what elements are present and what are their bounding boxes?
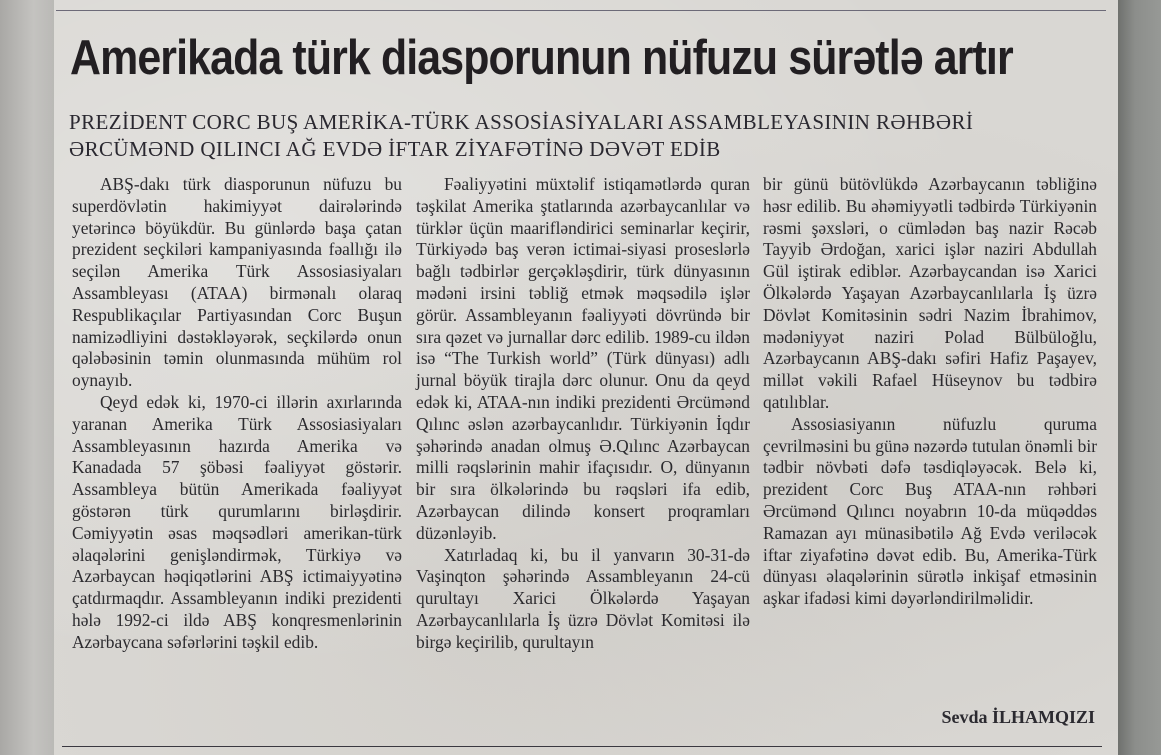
author-byline: Sevda İLHAMQIZI	[941, 707, 1095, 727]
paragraph: Qeyd edək ki, 1970-ci illərin axırlarında yaranan Amerika Türk Assosiasiyaları Assambleyasının hazırda Amerika və Kanadada 57 şöbəsi fəaliyyət göstərir. Assambleya bütün Amerikada fəaliyyət göstərən türk qurumlarını birləşdirir. Cəmiyyətin əsas məqsədləri amerikan-türk əlaqələrini genişləndirmək, Türkiyə və Azərbaycan həqiqətlərini ABŞ ictimaiyyətinə çatdırmaqdır. Assambleyanın indiki prezidenti hələ 1992-ci ildə ABŞ konqresmenlərinin Azərbaycana səfərlərini təşkil edib.	[72, 391, 402, 652]
subhead-line: ƏRCÜMƏND QILINCI AĞ EVDƏ İFTAR ZİYAFƏTİNƏ DƏVƏT EDİB	[69, 137, 721, 161]
scan-right-margin	[1118, 0, 1161, 755]
paragraph: ABŞ-dakı türk diasporunun nüfuzu bu superdövlətin hakimiyyət dairələrində yetərincə böyükdür. Bu günlərdə başa çatan prezident seçkiləri kampaniyasında fəallığı ilə seçilən Amerika Türk Assosiasiyaları Assambleyası (ATAA) birmənalı olaraq Respublikaçılar Partiyasından Corc Buşun namizədliyini dəstəkləyərək, seçkilərdə onun qələbəsinin təmin olunmasında mühüm rol oynayıb.	[72, 174, 402, 391]
bottom-rule-divider	[62, 746, 1102, 747]
article-headline: Amerikada türk diasporunun nüfuzu sürətlə artır	[70, 31, 1013, 85]
paragraph: Fəaliyyətini müxtəlif istiqamətlərdə quran təşkilat Amerika ştatlarında azərbaycanlılar və türklər üçün maarifləndirici seminarlar keçirir, Türkiyədə baş verən ictimai-siyasi proseslərlə bağlı tədbirlər gerçəkləşdirir, türk dünyasının mədəni irsini təbliğ etmək məqsədilə işlər görür. Assambleyanın fəaliyyəti dövründə bir sıra qəzet və jurnallar dərc edilib. 1989-cu ildən isə “The Turkish world” (Türk dünyası) adlı jurnal böyük tirajla dərc olunur. Onu da qeyd edək ki, ATAA-nın indiki prezidenti Ərcümənd Qılınc əslən azərbaycanlıdır. Türkiyənin İqdır şəhərində anadan olmuş Ə.Qılınc Azərbaycan milli rəqslərinin mahir ifaçısıdır. O, dünyanın bir sıra ölkələrində bu rəqsləri ifa edib, Azərbaycan dilində konsert proqramları düzənləyib.	[416, 174, 750, 543]
article-column-1	[72, 174, 402, 654]
paragraph: bir günü bütövlükdə Azərbaycanın təbliğinə həsr edilib. Bu əhəmiyyətli tədbirdə Türkiyənin rəsmi şəxsləri, o cümlədən baş nazir Rəcəb Tayyib Ərdoğan, xarici işlər naziri Abdullah Gül iştirak ediblər. Azərbaycandan isə Xarici Ölkələrdə Yaşayan Azərbaycanlılarla İş üzrə Dövlət Komitəsinin sədri Nazim İbrahimov, mədəniyyət naziri Polad Bülbüloğlu, Azərbaycanın ABŞ-dakı səfiri Hafiz Paşayev, millət vəkili Rafael Hüseynov bu tədbirə qatılıblar.	[763, 174, 1097, 412]
top-rule-divider	[56, 10, 1106, 11]
article-column-3	[763, 174, 1097, 610]
scan-left-margin	[0, 0, 56, 755]
subhead-line: PREZİDENT CORC BUŞ AMERİKA-TÜRK ASSOSİASİYALARI ASSAMBLEYASININ RƏHBƏRİ	[69, 110, 974, 134]
paragraph: Xatırladaq ki, bu il yanvarın 30-31-də Vaşinqton şəhərində Assambleyanın 24-cü qurultayı Xarici Ölkələrdə Yaşayan Azərbaycanlılarla İş üzrə Dövlət Komitəsi ilə birgə keçirilib, qurultayın	[416, 544, 750, 652]
paragraph: Assosiasiyanın nüfuzlu quruma çevrilməsini bu günə nəzərdə tutulan önəmli bir tədbir növbəti dəfə təsdiqləyəcək. Belə ki, prezident Corc Buş ATAA-nın rəhbəri Ərcümənd Qılıncı noyabrın 10-da müqəddəs Ramazan ayı münasibətilə Ağ Evdə veriləcək iftar ziyafətinə dəvət edib. Bu, Amerika-Türk dünyası əlaqələrinin sürətlə inkişaf etməsinin aşkar ifadəsi kimi dəyərləndirilməlidir.	[763, 413, 1097, 609]
article-subheadline	[69, 109, 1109, 163]
article-column-2	[416, 174, 750, 654]
